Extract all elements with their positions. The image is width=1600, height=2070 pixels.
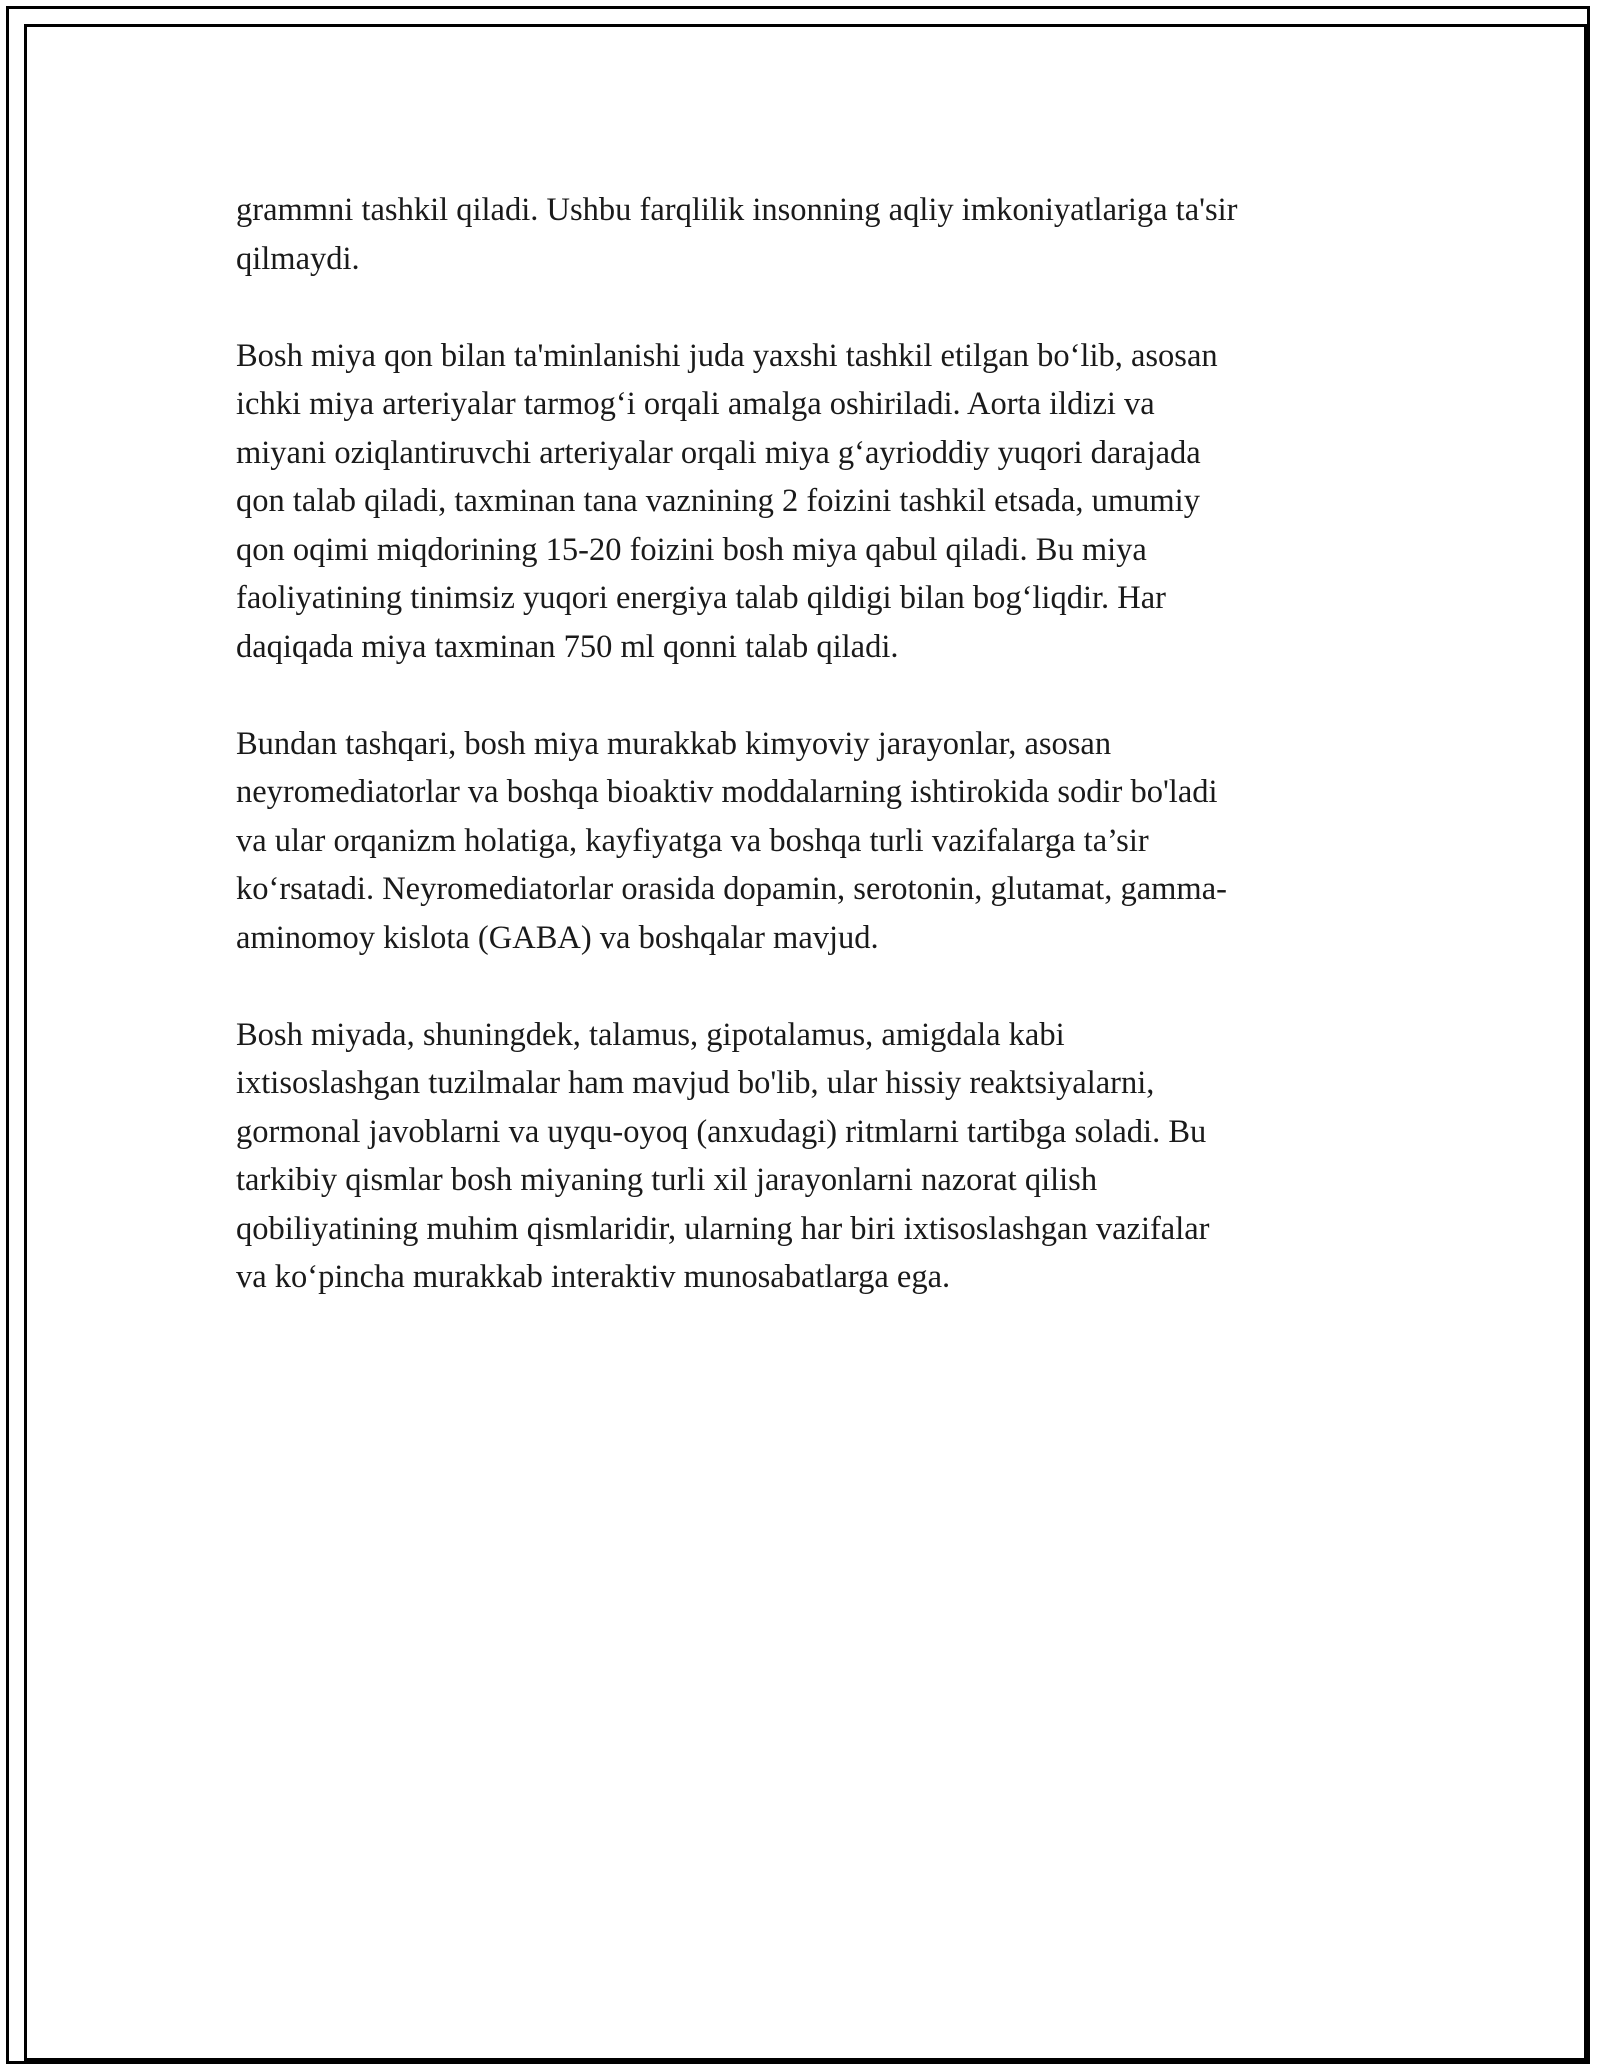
document-body <box>236 186 1376 1302</box>
paragraph-neurotransmitters: Bundan tashqari, bosh miya murakkab kimyoviy jarayonlar, asosan neyromediatorlar va boshqa bioaktiv moddalarning ishtirokida sodir bo'ladi va ular orqanizm holatiga, kayfiyatga va boshqa turli vazifalarga ta’sir ko‘rsatadi. Neyromediatorlar orasida dopamin, serotonin, glutamat, gamma- aminomoy kislota (GABA) va boshqalar mavjud. <box>236 725 1227 956</box>
paragraph-specialized-structures: Bosh miyada, shuningdek, talamus, gipotalamus, amigdala kabi ixtisoslashgan tuzilmalar ham mavjud bo'lib, ular hissiy reaktsiyalarni, gormonal javoblarni va uyqu-oyoq (anxudagi) ritmlarni tartibga soladi. Bu tarkibiy qismlar bosh miyaning turli xil jarayonlarni nazorat qilish qobiliyatining muhim qismlaridir, ularning har biri ixtisoslashgan vazifalar va ko‘pincha murakkab interaktiv munosabatlarga ega. <box>236 1016 1210 1295</box>
paragraph-blood-supply: Bosh miya qon bilan ta'minlanishi juda yaxshi tashkil etilgan bo‘lib, asosan ichki miya arteriyalar tarmog‘i orqali amalga oshiriladi. Aorta ildizi va miyani oziqlantiruvchi arteriyalar orqali miya g‘ayrioddiy yuqori darajada qon talab qiladi, taxminan tana vaznining 2 foizini tashkil etsada, umumiy qon oqimi miqdorining 15-20 foizini bosh miya qabul qiladi. Bu miya faoliyatining tinimsiz yuqori energiya talab qildigi bilan bog‘liqdir. Har daqiqada miya taxminan 750 ml qonni talab qiladi. <box>236 337 1218 665</box>
paragraph-intro-continuation: grammni tashkil qiladi. Ushbu farqlilik insonning aqliy imkoniyatlariga ta'sir qilmaydi. <box>236 192 1238 277</box>
